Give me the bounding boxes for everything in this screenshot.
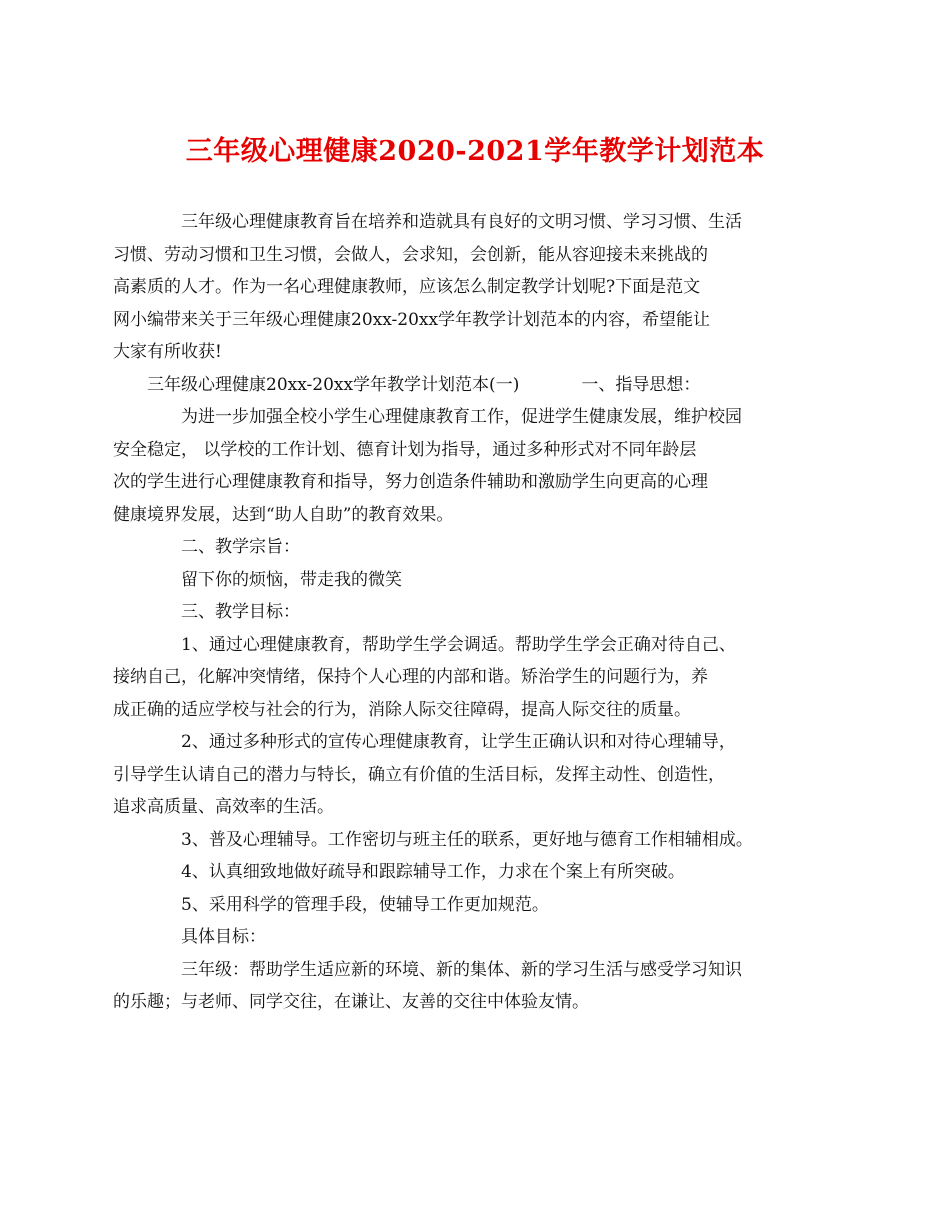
grade-three-goal — [113, 954, 807, 1019]
goal-line: 三年级：帮助学生适应新的环境、新的集体、新的学习生活与感受学习知识 — [181, 959, 742, 980]
goal-item-5: 5、采用科学的管理手段，使辅导工作更加规范。 — [181, 894, 549, 915]
goal-item-3: 3、普及心理辅导。工作密切与班主任的联系，更好地与德育工作相辅相成。 — [181, 829, 753, 850]
intro-line: 网小编带来关于三年级心理健康20xx-20xx学年教学计划范本的内容，希望能让 — [113, 309, 711, 330]
intro-line: 习惯、劳动习惯和卫生习惯，会做人，会求知，会创新，能从容迎接未来挑战的 — [113, 244, 708, 265]
goal-line: 追求高质量、高效率的生活。 — [113, 797, 334, 817]
paragraph-line: 安全稳定， 以学校的工作计划、德育计划为指导，通过多种形式对不同年龄层 — [113, 439, 697, 460]
goal-line: 2、通过多种形式的宣传心理健康教育，让学生正确认识和对待心理辅导， — [181, 732, 736, 752]
goal-item-1 — [113, 629, 807, 727]
intro-paragraph — [113, 206, 807, 369]
intro-line: 高素质的人才。作为一名心理健康教师，应该怎么制定教学计划呢?下面是范文 — [113, 277, 701, 297]
guiding-ideology-paragraph — [113, 401, 807, 531]
intro-line: 三年级心理健康教育旨在培养和造就具有良好的文明习惯、学习习惯、生活 — [181, 212, 742, 232]
paragraph-line: 健康境界发展，达到“助人自助”的教育效果。 — [113, 504, 454, 525]
goal-item-4: 4、认真细致地做好疏导和跟踪辅导工作，力求在个案上有所突破。 — [181, 862, 685, 882]
goal-line: 成正确的适应学校与社会的行为，消除人际交往障碍，提高人际交往的质量。 — [113, 699, 691, 720]
teaching-purpose-text: 留下你的烦恼，带走我的微笑 — [181, 569, 402, 590]
document-title: 三年级心理健康2020-2021学年教学计划范本 — [185, 136, 765, 167]
heading-guiding-ideology: 一、指导思想： — [581, 374, 701, 395]
intro-line: 大家有所收获! — [113, 342, 222, 362]
paragraph-line: 次的学生进行心理健康教育和指导，努力创造条件辅助和激励学生向更高的心理 — [113, 472, 708, 492]
goal-line: 1、通过心理健康教育，帮助学生学会调适。帮助学生学会正确对待自己、 — [181, 634, 736, 655]
goal-line: 引导学生认请自己的潜力与特长，确立有价值的生活目标，发挥主动性、创造性， — [113, 764, 725, 785]
goal-item-2 — [113, 726, 807, 824]
specific-goals-heading: 具体目标： — [181, 927, 266, 947]
goal-line: 接纳自己，化解冲突情绪，保持个人心理的内部和谐。矫治学生的问题行为，养 — [113, 667, 708, 687]
heading-teaching-goals: 三、教学目标： — [181, 602, 300, 622]
paragraph-line: 为进一步加强全校小学生心理健康教育工作，促进学生健康发展，维护校园 — [181, 407, 742, 427]
section-heading-line — [147, 369, 807, 402]
section-heading: 三年级心理健康20xx-20xx学年教学计划范本(一) — [147, 374, 520, 395]
goal-line: 的乐趣；与老师、同学交往，在谦让、友善的交往中体验友情。 — [113, 992, 589, 1012]
document-body — [113, 206, 807, 1019]
heading-teaching-purpose: 二、教学宗旨： — [181, 537, 300, 557]
